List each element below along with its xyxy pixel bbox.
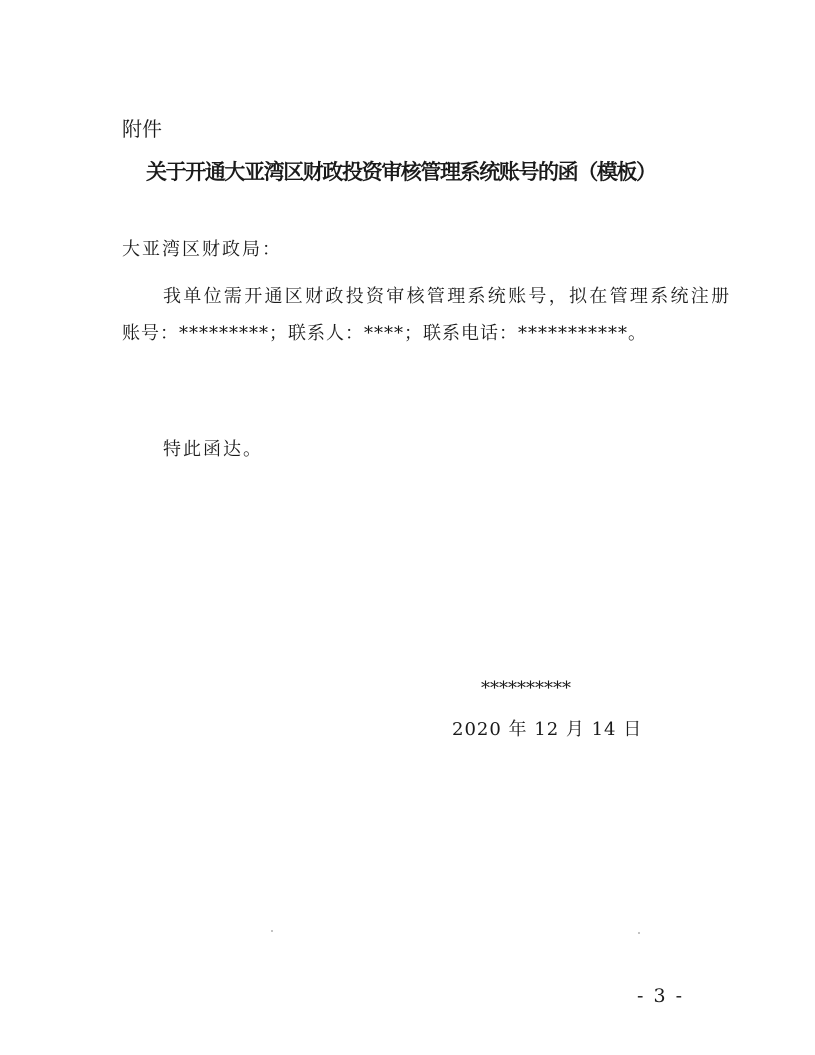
body-paragraph-line-2: 账号：*********；联系人：****；联系电话：***********。 <box>122 323 647 344</box>
signature-date: 2020 年 12 月 14 日 <box>452 719 643 740</box>
attachment-label: 附件 <box>122 117 162 141</box>
signer-name: ********** <box>481 678 571 699</box>
recipient-salutation: 大亚湾区财政局： <box>122 239 282 260</box>
scan-speck <box>638 932 640 934</box>
body-paragraph-line-1: 我单位需开通区财政投资审核管理系统账号，拟在管理系统注册 <box>163 286 732 307</box>
page-number: - 3 - <box>637 985 685 1007</box>
closing-remark: 特此函达。 <box>163 439 263 460</box>
scan-speck <box>271 930 273 932</box>
document-title: 关于开通大亚湾区财政投资审核管理系统账号的函（模板） <box>146 160 656 184</box>
